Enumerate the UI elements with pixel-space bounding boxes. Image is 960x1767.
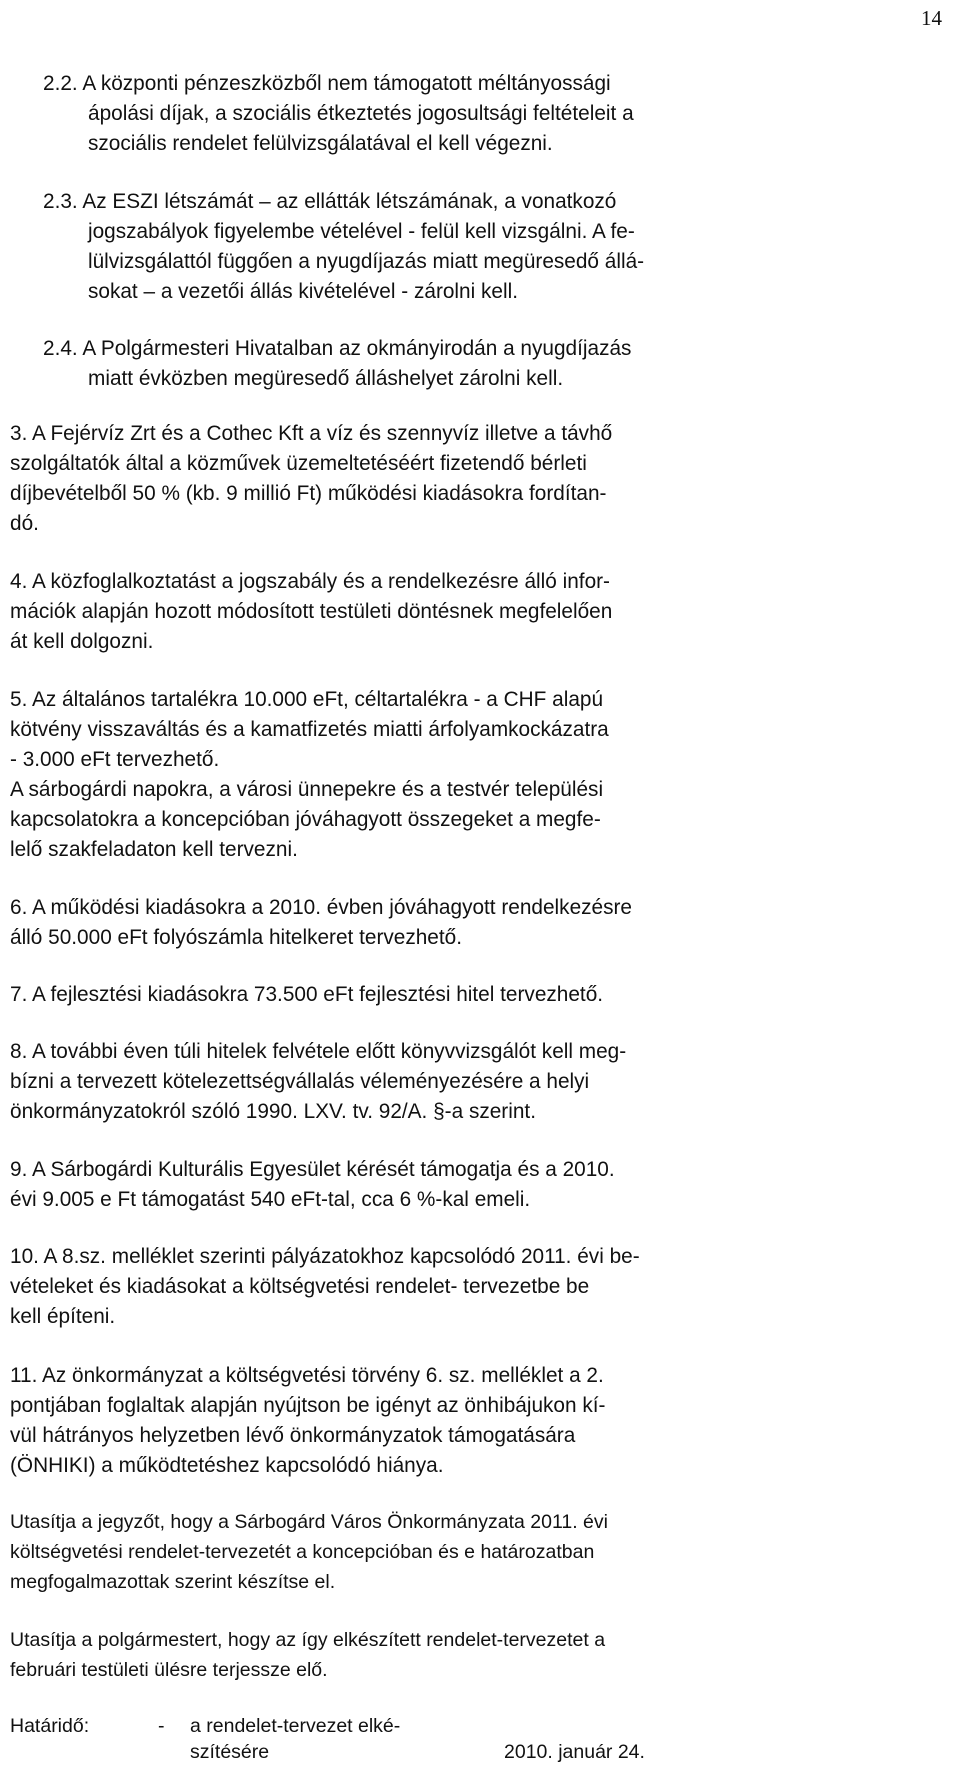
text-line: 2.2. A központi pénzeszközből nem támogatott méltányossági	[43, 72, 611, 95]
text-line: Utasítja a jegyzőt, hogy a Sárbogárd Város Önkormányzata 2011. évi	[10, 1511, 608, 1533]
text-line: sokat – a vezetői állás kivételével - zárolni kell.	[88, 280, 519, 303]
text-line: 2.4. A Polgármesteri Hivatalban az okmányirodán a nyugdíjazás	[43, 337, 632, 360]
text-line: át kell dolgozni.	[10, 630, 154, 653]
text-line: szociális rendelet felülvizsgálatával el kell végezni.	[88, 132, 553, 155]
text-line: (ÖNHIKI) a működtetéshez kapcsolódó hiánya.	[10, 1454, 444, 1477]
deadline-text: a rendelet-tervezet elké-	[190, 1715, 401, 1737]
text-line: lülvizsgálattól függően a nyugdíjazás miatt megüresedő állá-	[88, 250, 645, 273]
text-line: kötvény visszaváltás és a kamatfizetés miatti árfolyamkockázatra	[10, 718, 609, 741]
text-line: Utasítja a polgármestert, hogy az így elkészített rendelet-tervezetet a	[10, 1629, 606, 1651]
text-line: kell építeni.	[10, 1305, 116, 1328]
text-line: 2.3. Az ESZI létszámát – az ellátták létszámának, a vonatkozó	[43, 190, 617, 213]
text-line: miatt évközben megüresedő álláshelyet zárolni kell.	[88, 367, 564, 390]
text-line: vételeket és kiadásokat a költségvetési rendelet- tervezetbe be	[10, 1275, 590, 1298]
text-line: 9. A Sárbogárdi Kulturális Egyesület kérését támogatja és a 2010.	[10, 1158, 615, 1181]
text-line: álló 50.000 eFt folyószámla hitelkeret tervezhető.	[10, 926, 462, 949]
text-line: 8. A további éven túli hitelek felvétele előtt könyvvizsgálót kell meg-	[10, 1040, 627, 1063]
deadline-dash: -	[158, 1715, 165, 1737]
text-line: 4. A közfoglalkoztatást a jogszabály és a rendelkezésre álló infor-	[10, 570, 610, 593]
text-line: évi 9.005 e Ft támogatást 540 eFt-tal, cca 6 %-kal emeli.	[10, 1188, 531, 1211]
text-line: 10. A 8.sz. melléklet szerinti pályázatokhoz kapcsolódó 2011. évi be-	[10, 1245, 640, 1268]
text-line: bízni a tervezett kötelezettségvállalás véleményezésére a helyi	[10, 1070, 590, 1093]
text-line: dó.	[10, 512, 39, 535]
text-line: díjbevételből 50 % (kb. 9 millió Ft) működési kiadásokra fordítan-	[10, 482, 607, 505]
text-line: jogszabályok figyelembe vételével - felül kell vizsgálni. A fe-	[88, 220, 635, 243]
page-number: 14	[921, 6, 942, 30]
deadline-date: 2010. január 24.	[504, 1741, 645, 1763]
text-line: A sárbogárdi napokra, a városi ünnepekre és a testvér települési	[10, 778, 604, 801]
text-line: 6. A működési kiadásokra a 2010. évben jóváhagyott rendelkezésre	[10, 896, 632, 919]
text-line: szolgáltatók által a közművek üzemeltetéséért fizetendő bérleti	[10, 452, 587, 475]
text-line: megfogalmazottak szerint készítse el.	[10, 1571, 336, 1593]
text-line: 11. Az önkormányzat a költségvetési törvény 6. sz. melléklet a 2.	[10, 1364, 604, 1387]
text-line: önkormányzatokról szóló 1990. LXV. tv. 92/A. §-a szerint.	[10, 1100, 536, 1123]
text-line: vül hátrányos helyzetben lévő önkormányzatok támogatására	[10, 1424, 576, 1447]
deadline-label: Határidő:	[10, 1715, 90, 1737]
text-line: pontjában foglaltak alapján nyújtson be igényt az önhibájukon kí-	[10, 1394, 606, 1417]
text-line: 5. Az általános tartalékra 10.000 eFt, céltartalékra - a CHF alapú	[10, 688, 604, 711]
text-line: mációk alapján hozott módosított testületi döntésnek megfelelően	[10, 600, 613, 623]
text-line: költségvetési rendelet-tervezetét a koncepcióban és e határozatban	[10, 1541, 595, 1563]
text-line: 7. A fejlesztési kiadásokra 73.500 eFt fejlesztési hitel tervezhető.	[10, 983, 604, 1006]
text-line: - 3.000 eFt tervezhető.	[10, 748, 220, 771]
text-line: lelő szakfeladaton kell tervezni.	[10, 838, 298, 861]
text-line: kapcsolatokra a koncepcióban jóváhagyott összegeket a megfe-	[10, 808, 601, 831]
text-line: ápolási díjak, a szociális étkeztetés jogosultsági feltételeit a	[88, 102, 634, 125]
text-line: 3. A Fejérvíz Zrt és a Cothec Kft a víz és szennyvíz illetve a távhő	[10, 422, 613, 445]
text-line: februári testületi ülésre terjessze elő.	[10, 1659, 328, 1681]
deadline-text: szítésére	[190, 1741, 270, 1763]
